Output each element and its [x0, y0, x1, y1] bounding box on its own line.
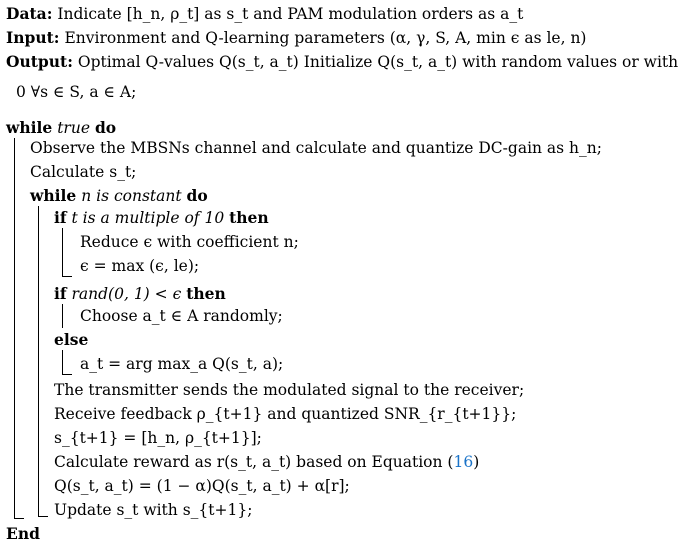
- q-update-line: Q(s_t, a_t) = (1 − α)Q(s_t, a_t) + α[r];: [54, 477, 350, 495]
- equation-ref-link[interactable]: 16: [453, 453, 474, 471]
- argmax-line: a_t = arg max_a Q(s_t, a);: [80, 355, 284, 373]
- if2-condition: rand(0, 1) < ϵ: [71, 285, 182, 303]
- if-keyword: if: [54, 208, 67, 227]
- if2-keyword: if: [54, 284, 67, 303]
- if-line: [54, 208, 269, 228]
- while-condition: true: [57, 119, 90, 137]
- output-text: Optimal Q-values Q(s_t, a_t) Initialize Q(s_t, a_t) with random values or with: [77, 53, 678, 71]
- inner-while-hook: [38, 516, 48, 517]
- end-keyword: End: [6, 524, 40, 543]
- reward-text: Calculate reward as r(s_t, a_t) based on Equation (: [54, 453, 454, 471]
- if2-bar: [62, 304, 63, 328]
- outer-while-bar: [14, 138, 15, 518]
- else-keyword: else: [54, 330, 89, 349]
- then2-keyword: then: [186, 284, 226, 303]
- output-keyword: Output:: [6, 52, 73, 71]
- do-keyword: do: [94, 118, 117, 137]
- output-continuation: 0 ∀s ∈ S, a ∈ A;: [16, 83, 137, 101]
- else-hook: [62, 374, 72, 375]
- inner-do-keyword: do: [186, 186, 208, 205]
- observe-line: Observe the MBSNs channel and calculate and quantize DC-gain as h_n;: [30, 139, 602, 157]
- if-bar: [62, 228, 63, 276]
- if-condition: t is a multiple of 10: [71, 209, 225, 227]
- data-text: Indicate [h_n, ρ_t] as s_t and PAM modulation orders as a_t: [57, 5, 524, 23]
- inner-while-bar: [38, 206, 39, 516]
- then-keyword: then: [229, 208, 269, 227]
- eps-update-line: ϵ = max (ϵ, le);: [80, 257, 200, 275]
- else-bar: [62, 350, 63, 374]
- feedback-line: Receive feedback ρ_{t+1} and quantized SNR_{r_{t+1}};: [54, 405, 517, 423]
- while-keyword: while: [6, 118, 53, 137]
- data-line: [6, 4, 523, 24]
- output-line: [6, 52, 678, 72]
- outer-while-hook: [14, 518, 24, 519]
- calc-s-line: Calculate s_t;: [30, 163, 137, 181]
- reward-close: ): [473, 453, 480, 471]
- reduce-line: Reduce ϵ with coefficient n;: [80, 233, 299, 251]
- choose-line: Choose a_t ∈ A randomly;: [80, 307, 283, 325]
- update-s-line: Update s_t with s_{t+1};: [54, 501, 253, 519]
- while-line: [6, 118, 116, 138]
- inner-while-condition: n is constant: [81, 187, 182, 205]
- inner-while-keyword: while: [30, 186, 77, 205]
- data-keyword: Data:: [6, 4, 53, 23]
- inner-while-line: [30, 186, 208, 206]
- input-line: [6, 28, 586, 48]
- input-keyword: Input:: [6, 28, 60, 47]
- reward-line: [54, 452, 479, 472]
- if2-line: [54, 284, 226, 304]
- transmit-line: The transmitter sends the modulated signal to the receiver;: [54, 381, 525, 399]
- s-next-line: s_{t+1} = [h_n, ρ_{t+1}];: [54, 429, 262, 447]
- if-hook: [62, 276, 72, 277]
- input-text: Environment and Q-learning parameters (α, γ, S, A, min ϵ as le, n): [64, 29, 587, 47]
